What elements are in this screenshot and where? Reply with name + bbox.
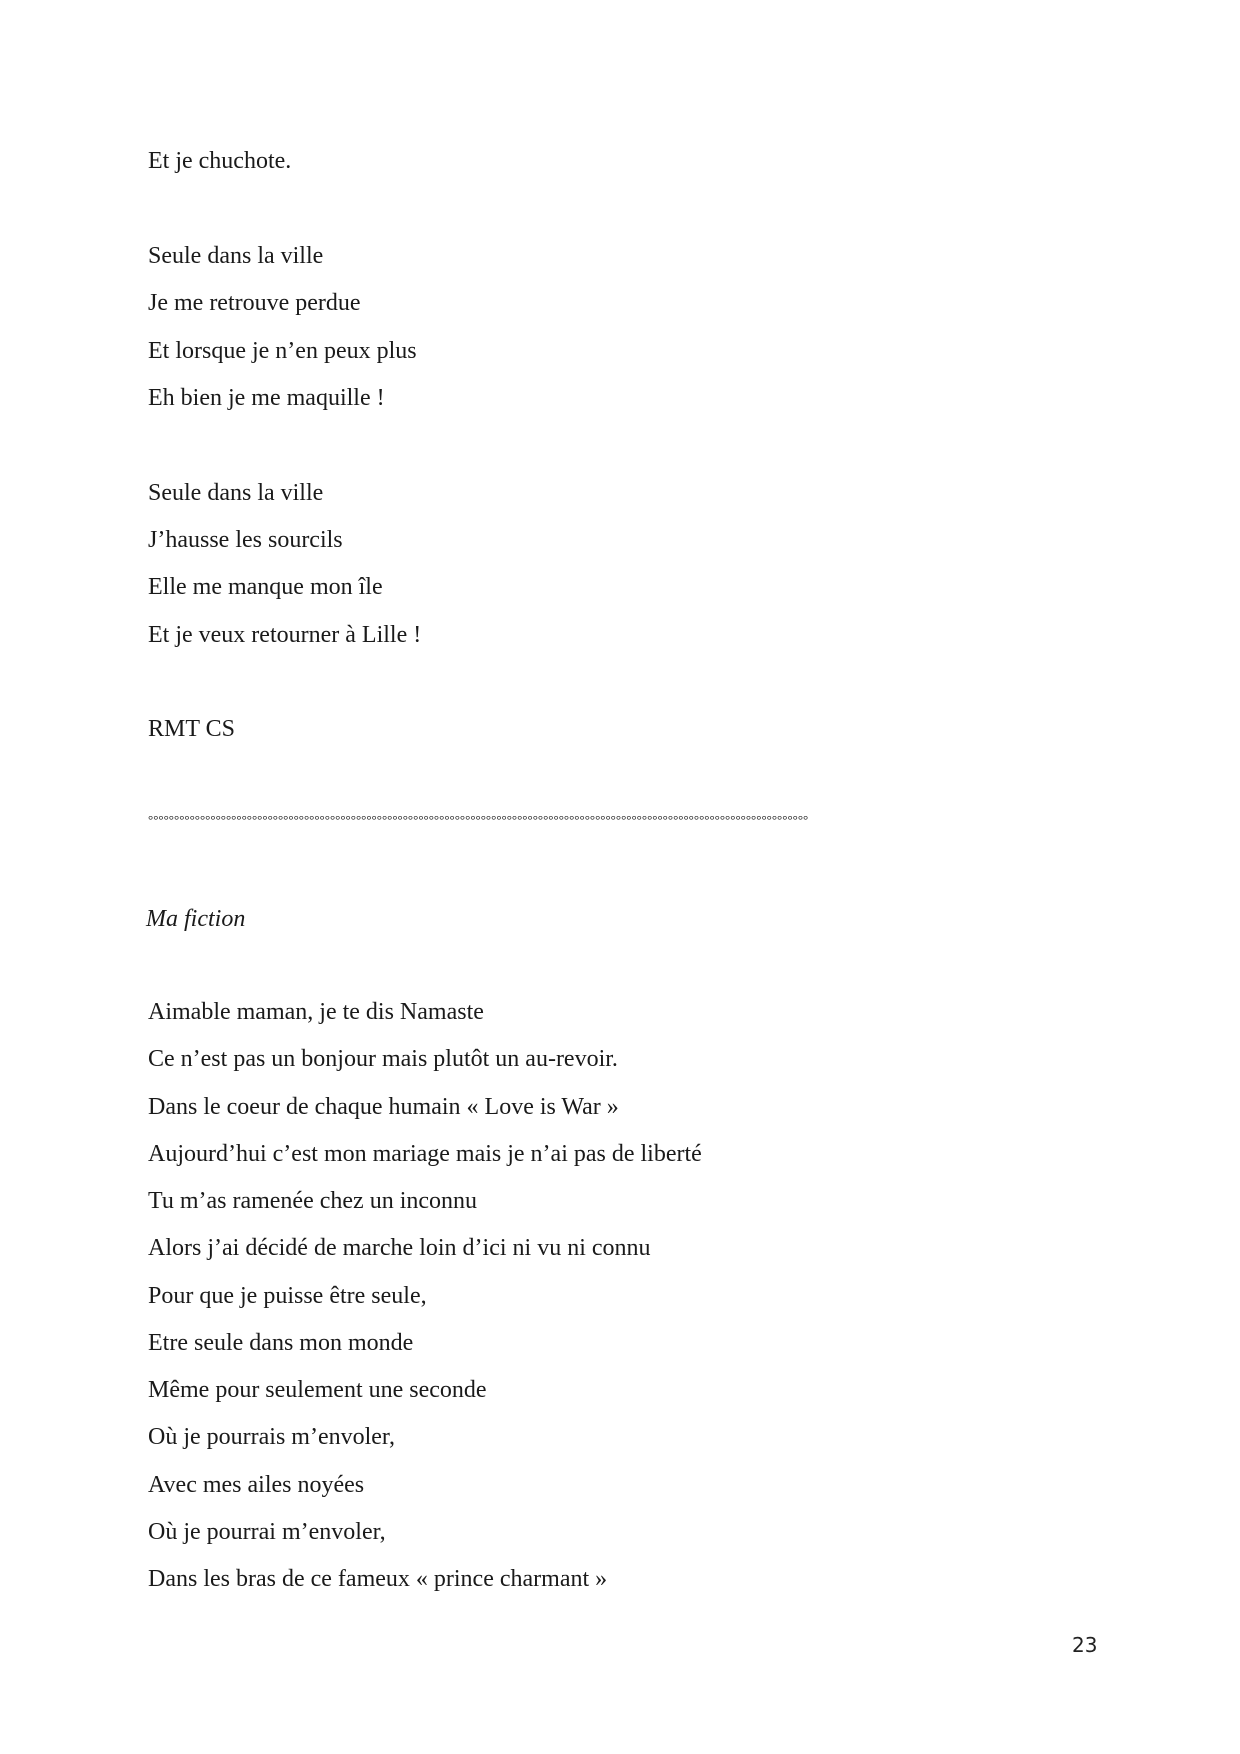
poem-line: Et je veux retourner à Lille ! xyxy=(148,622,422,648)
poem-title: Ma fiction xyxy=(146,906,246,932)
poem-line: Dans le coeur de chaque humain « Love is War » xyxy=(148,1094,619,1120)
poem-line: Et je chuchote. xyxy=(148,148,292,174)
poem-line: Tu m’as ramenée chez un inconnu xyxy=(148,1188,478,1214)
poem-signature: RMT CS xyxy=(148,716,235,742)
poem-line: Elle me manque mon île xyxy=(148,574,383,600)
page-number: 23 xyxy=(1072,1633,1098,1657)
poem-line: Ce n’est pas un bonjour mais plutôt un au-revoir. xyxy=(148,1046,618,1072)
poem-line: Etre seule dans mon monde xyxy=(148,1330,414,1356)
poem-line: Où je pourrai m’envoler, xyxy=(148,1519,386,1545)
poem-line: Aujourd’hui c’est mon mariage mais je n’ai pas de liberté xyxy=(148,1141,702,1167)
poem-line: Avec mes ailes noyées xyxy=(148,1472,365,1498)
poem-line: Alors j’ai décidé de marche loin d’ici ni vu ni connu xyxy=(148,1235,651,1261)
poem-line: Eh bien je me maquille ! xyxy=(148,385,385,411)
poem-line: Dans les bras de ce fameux « prince charmant » xyxy=(148,1566,608,1592)
poem-line: Pour que je puisse être seule, xyxy=(148,1283,427,1309)
poem-line: Aimable maman, je te dis Namaste xyxy=(148,999,484,1025)
poem-line: Seule dans la ville xyxy=(148,480,324,506)
poem-line: J’hausse les sourcils xyxy=(148,527,343,553)
poem-line: Seule dans la ville xyxy=(148,243,324,269)
poem-line: Même pour seulement une seconde xyxy=(148,1377,487,1403)
poem-line: Et lorsque je n’en peux plus xyxy=(148,338,417,364)
separator-line: °°°°°°°°°°°°°°°°°°°°°°°°°°°°°°°°°°°°°°°°°°°°°°°°°°°°°°°°°°°°°°°°°°°°°°°°°°°°°°°°°°°°°°°°°°°°°°°°°°°°°°°°°°°°°°°°°°°°°°°°°°°°°°° xyxy=(148,812,809,827)
poem-line: Où je pourrais m’envoler, xyxy=(148,1424,395,1450)
poem-line: Je me retrouve perdue xyxy=(148,290,361,316)
